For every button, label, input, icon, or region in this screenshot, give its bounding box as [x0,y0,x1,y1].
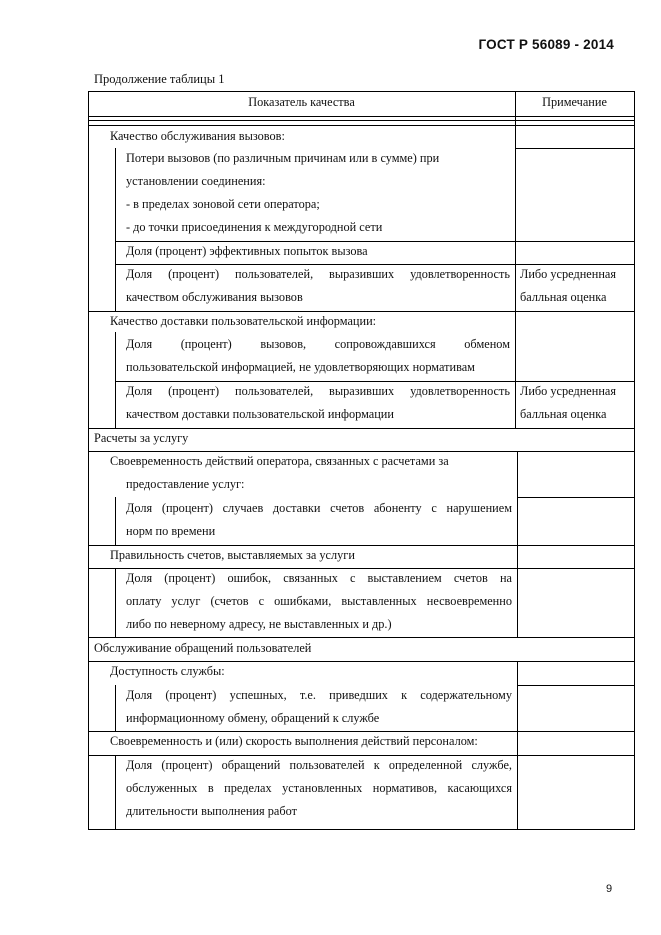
indent-divider [115,332,116,429]
row-divider [88,755,634,756]
column-divider [515,91,516,429]
header-note: Примечание [542,95,607,109]
row-divider [115,264,634,265]
table-cell: информационному обмену, обращений к службе [126,711,380,725]
table-cell: Доля (процент) пользователей, выразивших удовлетворенность [126,267,510,281]
table-cell: либо по неверному адресу, не выставленных и др.) [126,617,392,631]
table-cell: обслуженных в пределах установленных нормативов, касающихся [126,781,512,795]
row-divider [88,661,634,662]
indent-divider [115,755,116,830]
row-divider [88,120,634,121]
row-divider [517,685,634,686]
header-indicator: Показатель качества [248,95,355,109]
table-border-right [634,91,635,830]
table-border-bottom [88,829,634,830]
note-cell: Либо усредненная [520,384,617,398]
table-cell: Доля (процент) случаев доставки счетов абоненту с нарушением [126,501,512,515]
indent-divider [115,497,116,546]
table-cell: норм по времени [126,524,216,538]
group-title: Обслуживание обращений пользователей [94,641,312,655]
row-divider [88,731,634,732]
row-divider [88,568,634,569]
indent-divider [115,568,116,638]
section-title: Своевременность действий оператора, связанных с расчетами за [110,454,449,468]
row-divider [88,311,634,312]
table-cell: пользовательской информацией, не удовлетворяющих нормативам [126,360,475,374]
column-divider [517,451,518,638]
group-title: Расчеты за услугу [94,431,189,445]
table-cell: Доля (процент) вызовов, сопровождавшихся обменом [126,337,510,351]
table-cell: Доля (процент) пользователей, выразивших удовлетворенность [126,384,510,398]
table-cell: оплату услуг (счетов с ошибками, выставленных несвоевременно [126,594,512,608]
section-title: предоставление услуг: [126,477,245,491]
table-cell: - до точки присоединения к междугородной сети [126,220,383,234]
table-cell: Доля (процент) успешных, т.е. приведших к содержательному [126,688,512,702]
row-divider [88,116,634,117]
table-cell: длительности выполнения работ [126,804,297,818]
section-title: Правильность счетов, выставляемых за услуги [110,548,355,562]
row-divider [115,241,634,242]
indent-divider [115,148,116,312]
row-divider [517,497,634,498]
table-cell: Потери вызовов (по различным причинам или в сумме) при [126,151,440,165]
indent-divider [115,685,116,732]
row-divider [515,148,634,149]
table-cell: Доля (процент) обращений пользователей к определенной службе, [126,758,512,772]
row-divider [88,125,634,126]
table-border-left [88,91,89,830]
note-cell: Либо усредненная [520,267,617,281]
section-title: Доступность службы: [110,664,225,678]
page-number: 9 [606,883,613,895]
row-divider [88,545,634,546]
table-cell: Доля (процент) ошибок, связанных с выставлением счетов на [126,571,512,585]
row-divider [88,637,634,638]
row-divider [88,451,634,452]
section-title: Качество доставки пользовательской информации: [110,314,377,328]
table-cell: Доля (процент) эффективных попыток вызова [126,244,368,258]
note-cell: балльная оценка [520,290,607,304]
table-caption: Продолжение таблицы 1 [94,72,225,86]
row-divider [88,428,634,429]
table-cell: - в пределах зоновой сети оператора; [126,197,320,211]
section-title: Своевременность и (или) скорость выполнения действий персоналом: [110,734,478,748]
standard-code: ГОСТ Р 56089 - 2014 [478,37,614,52]
note-cell: балльная оценка [520,407,607,421]
table-cell: качеством обслуживания вызовов [126,290,303,304]
section-title: Качество обслуживания вызовов: [110,129,285,143]
column-divider [517,661,518,830]
table-cell: качеством доставки пользовательской информации [126,407,394,421]
row-divider [115,381,634,382]
table-border-top [88,91,634,92]
table-cell: установлении соединения: [126,174,266,188]
